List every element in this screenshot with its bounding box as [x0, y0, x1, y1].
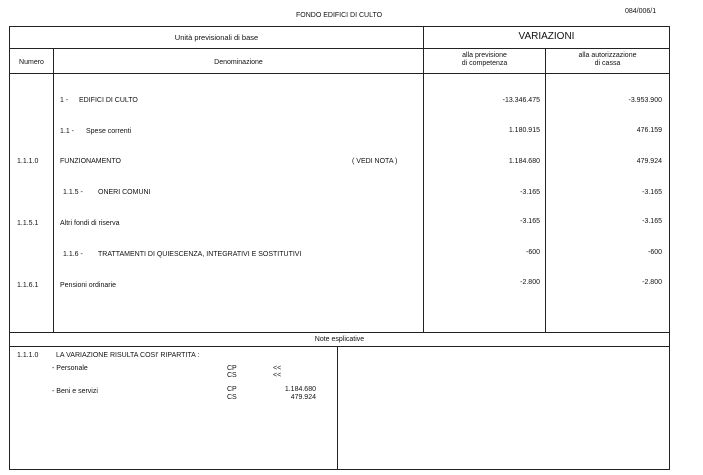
column-header-divider: [9, 73, 669, 74]
notes-title: Note esplicative: [314, 336, 365, 343]
document-code: 084/006/1: [625, 8, 657, 15]
row-prefix: 1.1 -: [60, 128, 75, 135]
notes-cp-value: 1.184.680: [284, 386, 316, 393]
row-numero: 1.1.6.1: [17, 282, 39, 289]
row-cassa: 476.159: [636, 127, 662, 134]
col-header-cassa: alla autorizzazione di cassa: [578, 52, 637, 67]
frame-right-line: [669, 26, 670, 470]
row-competenza: -3.165: [520, 189, 540, 196]
notes-cp-value: <<: [273, 365, 282, 372]
row-note: ( VEDI NOTA ): [352, 158, 398, 165]
section-right-header: VARIAZIONI: [518, 31, 575, 42]
frame-top-line: [9, 26, 669, 27]
notes-cs-label: CS: [227, 372, 237, 379]
row-cassa: -2.800: [642, 279, 662, 286]
notes-item-label: - Beni e servizi: [52, 388, 98, 395]
row-numero: 1.1.1.0: [17, 158, 39, 165]
row-cassa: -3.165: [642, 218, 662, 225]
row-prefix: 1 -: [60, 97, 69, 104]
row-cassa: -3.953.900: [628, 97, 662, 104]
row-label: TRATTAMENTI DI QUIESCENZA, INTEGRATIVI E SOSTITUTIVI: [98, 251, 302, 258]
row-competenza: 1.180.915: [508, 127, 540, 134]
col-header-numero: Numero: [19, 59, 44, 66]
notes-cs-value: <<: [273, 372, 282, 379]
row-cassa: -600: [647, 249, 662, 256]
row-prefix: 1.1.6 -: [63, 251, 83, 258]
row-competenza: 1.184.680: [508, 158, 540, 165]
row-numero: 1.1.5.1: [17, 220, 39, 227]
row-competenza: -3.165: [520, 218, 540, 225]
col-header-denominazione: Denominazione: [214, 59, 263, 66]
notes-item-label: - Personale: [52, 365, 88, 372]
row-cassa: 479.924: [636, 158, 662, 165]
row-competenza: -600: [525, 249, 540, 256]
section-left-header: Unità previsionali di base: [174, 33, 259, 42]
notes-header-line: [9, 346, 669, 347]
row-label: Altri fondi di riserva: [60, 220, 120, 227]
row-label: Pensioni ordinarie: [60, 282, 117, 289]
notes-top-line: [9, 332, 669, 333]
row-prefix: 1.1.5 -: [63, 189, 83, 196]
notes-cs-label: CS: [227, 394, 237, 401]
header-divider: [9, 48, 669, 49]
notes-heading: LA VARIAZIONE RISULTA COSI' RIPARTITA :: [56, 352, 200, 359]
col-header-competenza: alla previsione di competenza: [461, 52, 508, 67]
row-label: EDIFICI DI CULTO: [79, 97, 138, 104]
notes-cp-label: CP: [227, 386, 237, 393]
row-competenza: -13.346.475: [502, 97, 540, 104]
document-title: FONDO EDIFICI DI CULTO: [296, 12, 383, 19]
notes-cs-value: 479.924: [290, 394, 316, 401]
frame-left-line: [9, 26, 10, 470]
frame-bottom-line: [9, 469, 670, 470]
row-cassa: -3.165: [642, 189, 662, 196]
row-label: FUNZIONAMENTO: [60, 158, 121, 165]
notes-cp-label: CP: [227, 365, 237, 372]
row-label: Spese correnti: [86, 128, 132, 135]
row-label: ONERI COMUNI: [98, 189, 151, 196]
notes-divider: [337, 346, 338, 469]
col-divider-numero: [53, 48, 54, 332]
notes-numero: 1.1.1.0: [17, 352, 39, 359]
row-competenza: -2.800: [520, 279, 540, 286]
col-divider-variazioni: [423, 26, 424, 332]
